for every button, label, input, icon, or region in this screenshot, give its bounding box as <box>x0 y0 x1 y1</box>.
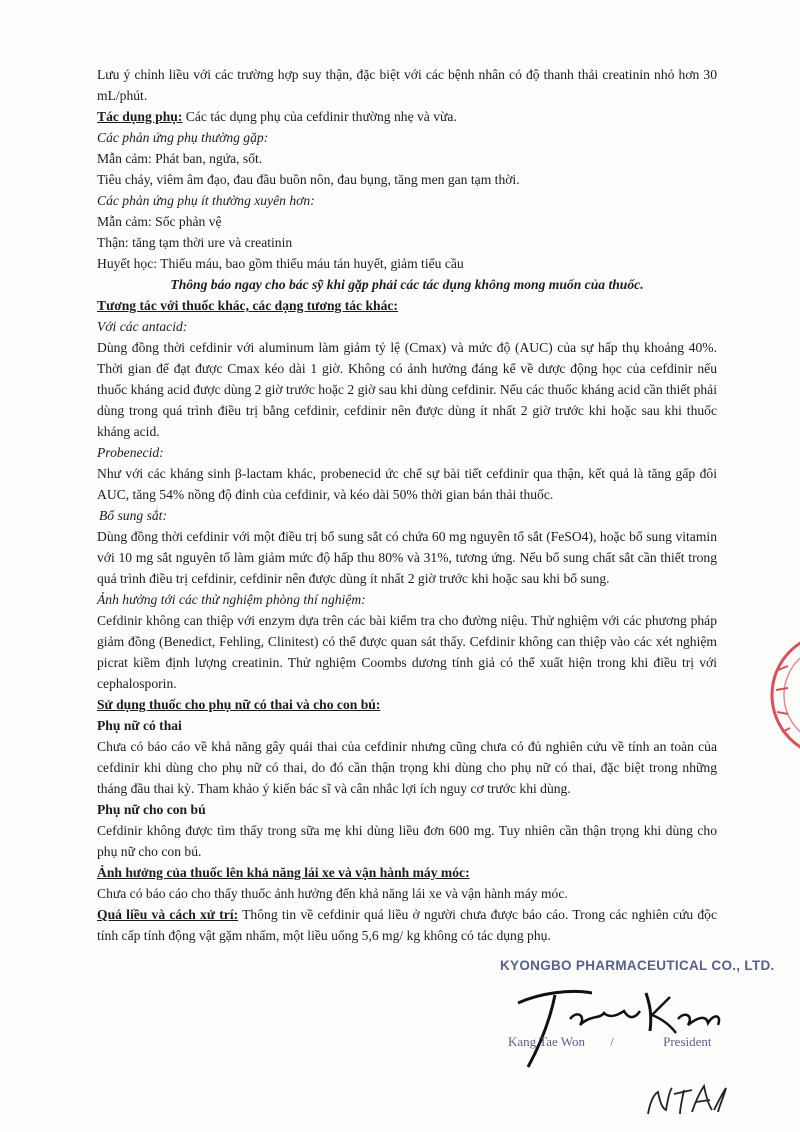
iron-heading: Bổ sung sắt: <box>99 508 167 523</box>
probenecid-heading: Probenecid: <box>97 445 164 460</box>
lactation-subheading: Phụ nữ cho con bú <box>97 802 206 817</box>
rare-reaction-2: Thận: tăng tạm thời ure và creatinin <box>97 235 293 250</box>
pregnancy-heading: Sử dụng thuốc cho phụ nữ có thai và cho con bú: <box>97 697 381 712</box>
overdose-text: Thông tin về cefdinir quá liều ở người chưa được báo cáo. Trong các nghiên cứu độc tính cấp tính động vật gặm nhấm, một liều uống 5,6 mg/ kg không có tác dụng phụ. <box>97 907 717 943</box>
adverse-effects-section <box>97 106 717 127</box>
common-reactions-heading: Các phản ứng phụ thường gặp: <box>97 130 269 145</box>
signer-line <box>508 1034 712 1050</box>
iron-paragraph: Dùng đồng thời cefdinir với một điều trị bổ sung sắt có chứa 60 mg nguyên tố sắt (FeSO4), hoặc bổ sung vitamin với 10 mg sắt nguyên tố làm giảm mức độ hấp thu 80% và 31%, tương ứng. Nếu bổ sung chất sắt cần thiết trong quá trình điều trị cefdinir, cefdinir nên được dùng ít nhất 2 giờ trước khi hoặc sau khi bổ sung. <box>97 529 717 586</box>
rare-reactions-heading: Các phản ứng phụ ít thường xuyên hơn: <box>97 193 315 208</box>
signature-scribble <box>500 975 730 1075</box>
driving-heading: Ảnh hưởng của thuốc lên khả năng lái xe và vận hành máy móc: <box>97 865 470 880</box>
lactation-paragraph: Cefdinir không được tìm thấy trong sữa mẹ khi dùng liều đơn 600 mg. Tuy nhiên cần thận trọng khi dùng cho phụ nữ cho con bú. <box>97 823 717 859</box>
red-seal-partial <box>764 630 800 760</box>
pregnancy-subheading: Phụ nữ có thai <box>97 718 182 733</box>
overdose-heading: Quá liều và cách xử trí: <box>97 907 239 922</box>
common-reaction-2: Tiêu chảy, viêm âm đạo, đau đầu buồn nôn, đau bụng, tăng men gan tạm thời. <box>97 172 520 187</box>
pregnancy-paragraph: Chưa có báo cáo về khả năng gây quái thai của cefdinir nhưng cũng chưa có đủ nghiên cứu về tính an toàn của cefdinir khi dùng cho phụ nữ có thai, do đó cần thận trọng khi dùng cho phụ nữ có thai, đặc biệt trong những tháng đầu thai kỳ. Tham khảo ý kiến bác sĩ và cân nhắc lợi ích nguy cơ trước khi dùng. <box>97 739 717 796</box>
lab-tests-heading: Ảnh hưởng tới các thử nghiệm phòng thí nghiệm: <box>97 592 366 607</box>
antacid-heading: Với các antacid: <box>97 319 188 334</box>
rare-reaction-3: Huyết học: Thiếu máu, bao gồm thiếu máu tán huyết, giảm tiểu cầu <box>97 256 464 271</box>
signer-name: Kang Tae Won <box>508 1034 585 1049</box>
document-body <box>97 64 717 946</box>
antacid-paragraph: Dùng đồng thời cefdinir với aluminum làm giảm tỷ lệ (Cmax) và mức độ (AUC) của sự hấp thụ khoảng 40%. Thời gian để đạt được Cmax kéo dài 1 giờ. Không có ảnh hưởng đáng kể về dược động học của cefdinir nếu thuốc kháng acid được dùng 2 giờ trước hoặc 2 giờ sau khi dùng cefdinir. Nếu các thuốc kháng acid cần thiết phải dùng trong quá trình điều trị bằng cefdinir, cefdinir nên được dùng ít nhất 2 giờ trước khi hoặc sau khi thuốc kháng acid. <box>97 340 717 439</box>
probenecid-paragraph: Như với các kháng sinh β-lactam khác, probenecid ức chế sự bài tiết cefdinir qua thận, kết quả là tăng gấp đôi AUC, tăng 54% nồng độ đỉnh của cefdinir, và kéo dài 50% thời gian bán thải thuốc. <box>97 466 717 502</box>
lab-tests-paragraph: Cefdinir không can thiệp với enzym dựa trên các bài kiểm tra cho đường niệu. Thử nghiệm với các phương pháp giảm đồng (Benedict, Fehling, Clinitest) có thể được quan sát thấy. Cefdinir không can thiệp vào các xét nghiệm picrat kiềm định lượng creatinin. Thử nghiệm Coombs dương tính giả có thể xuất hiện trong khi điều trị với cephalosporin. <box>97 613 717 691</box>
signer-separator: / <box>610 1034 614 1049</box>
notice-text: Thông báo ngay cho bác sỹ khi gặp phải các tác dụng không mong muốn của thuốc. <box>170 277 644 292</box>
company-stamp: KYONGBO PHARMACEUTICAL CO., LTD. <box>500 958 775 973</box>
dose-adjust-note: Lưu ý chỉnh liều với các trường hợp suy thận, đặc biệt với các bệnh nhân có độ thanh thải creatinin nhỏ hơn 30 mL/phút. <box>97 67 717 103</box>
common-reaction-1: Mẫn cảm: Phát ban, ngứa, sốt. <box>97 151 263 166</box>
adverse-effects-text: Các tác dụng phụ của cefdinir thường nhẹ và vừa. <box>182 109 457 124</box>
signer-title: President <box>663 1034 712 1049</box>
adverse-effects-heading: Tác dụng phụ: <box>97 109 183 124</box>
overdose-section <box>97 904 717 946</box>
driving-paragraph: Chưa có báo cáo cho thấy thuốc ảnh hưởng đến khả năng lái xe và vận hành máy móc. <box>97 886 568 901</box>
interactions-heading: Tương tác với thuốc khác, các dạng tương tác khác: <box>97 298 398 313</box>
rare-reaction-1: Mẫn cảm: Sốc phản vệ <box>97 214 222 229</box>
initials-scribble <box>640 1074 730 1124</box>
